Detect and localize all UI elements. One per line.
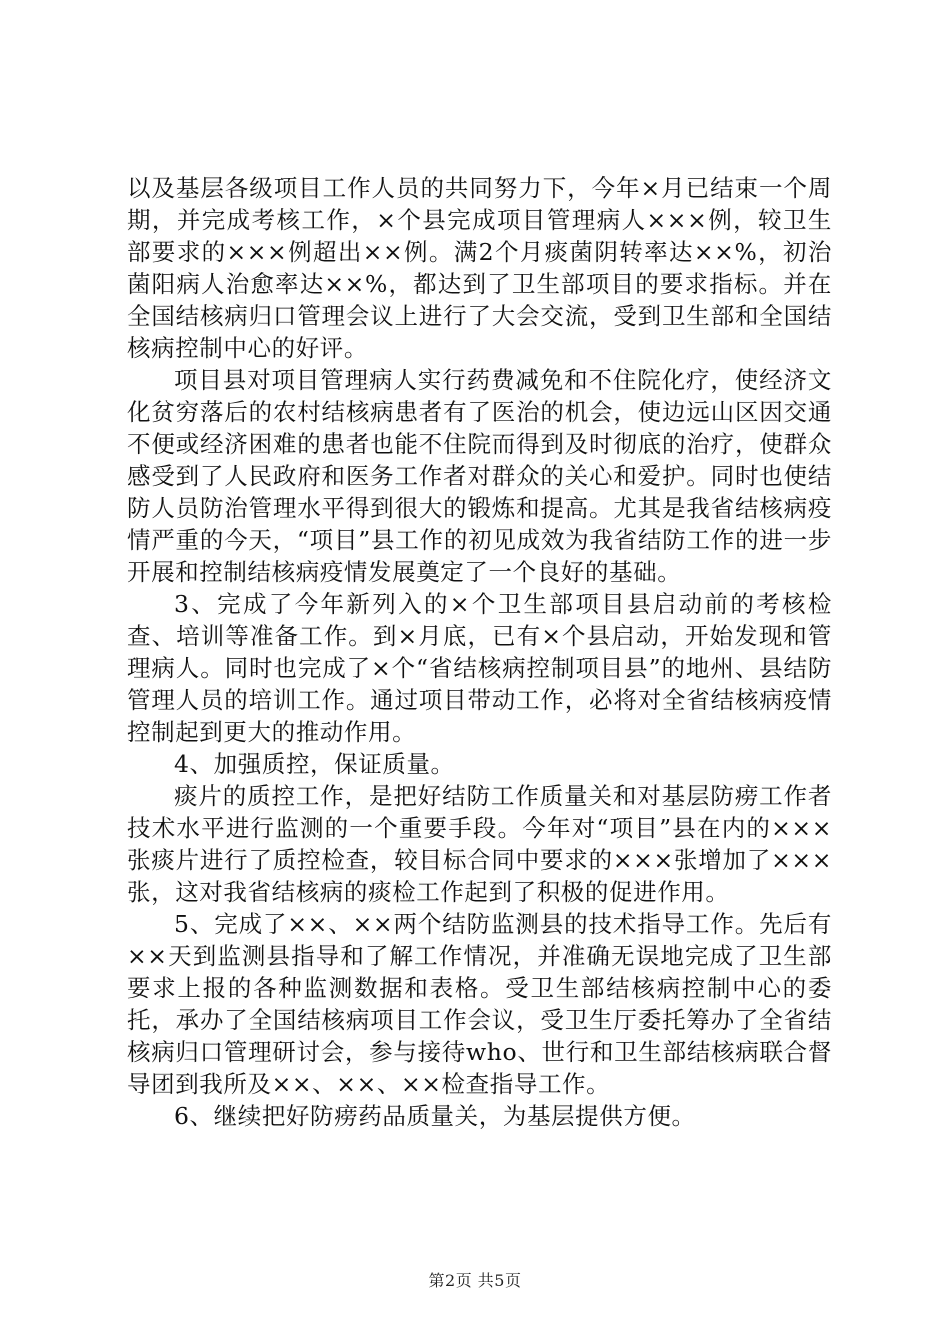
paragraph-item-3: 3、完成了今年新列入的×个卫生部项目县启动前的考核检查、培训等准备工作。到×月底，已有×个县启动，开始发现和管理病人。同时也完成了×个“省结核病控制项目县”的地州、县结防管理人员的培训工作。通过项目带动工作，必将对全省结核病疫情控制起到更大的推动作用。 bbox=[127, 590, 832, 746]
body-text bbox=[127, 172, 832, 1132]
paragraph-continuation: 以及基层各级项目工作人员的共同努力下，今年×月已结束一个周期，并完成考核工作，×个县完成项目管理病人×××例，较卫生部要求的×××例超出××例。满2个月痰菌阴转率达××%，初治菌阳病人治愈率达××%，都达到了卫生部项目的要求指标。并在全国结核病归口管理会议上进行了大会交流，受到卫生部和全国结核病控制中心的好评。 bbox=[127, 174, 832, 362]
paragraph-project-county: 项目县对项目管理病人实行药费减免和不住院化疗，使经济文化贫穷落后的农村结核病患者有了医治的机会，使边远山区因交通不便或经济困难的患者也能不住院而得到及时彻底的治疗，使群众感受到了人民政府和医务工作者对群众的关心和爱护。同时也使结防人员防治管理水平得到很大的锻炼和提高。尤其是我省结核病疫情严重的今天，“项目”县工作的初见成效为我省结防工作的进一步开展和控制结核病疫情发展奠定了一个良好的基础。 bbox=[127, 366, 832, 586]
paragraph-sputum-qc: 痰片的质控工作，是把好结防工作质量关和对基层防痨工作者技术水平进行监测的一个重要手段。今年对“项目”县在内的×××张痰片进行了质控检查，较目标合同中要求的×××张增加了×××张，这对我省结核病的痰检工作起到了积极的促进作用。 bbox=[127, 782, 832, 906]
paragraph-item-5: 5、完成了××、××两个结防监测县的技术指导工作。先后有××天到监测县指导和了解工作情况，并准确无误地完成了卫生部要求上报的各种监测数据和表格。受卫生部结核病控制中心的委托，承办了全国结核病项目工作会议，受卫生厅委托筹办了全省结核病归口管理研讨会，参与接待who、世行和卫生部结核病联合督导团到我所及××、××、××检查指导工作。 bbox=[127, 910, 832, 1098]
paragraph-item-6-heading: 6、继续把好防痨药品质量关，为基层提供方便。 bbox=[174, 1102, 696, 1130]
paragraph-item-4-heading: 4、加强质控，保证质量。 bbox=[174, 750, 455, 778]
page-footer bbox=[0, 1271, 950, 1291]
page-number-label: 第2页 共5页 bbox=[428, 1271, 522, 1290]
